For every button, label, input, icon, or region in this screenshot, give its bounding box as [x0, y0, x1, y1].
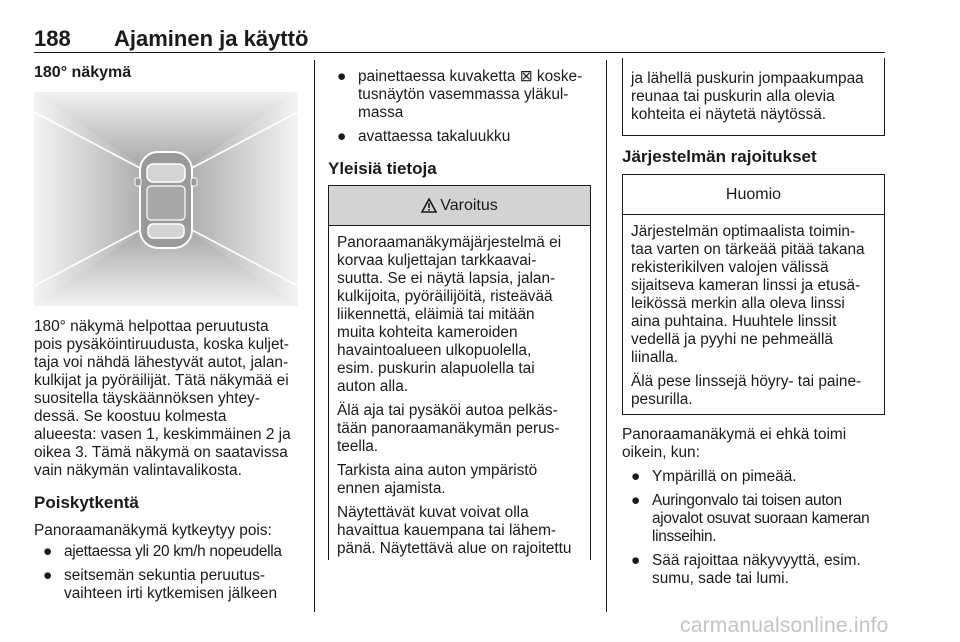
notice-paragraph: Älä pese linssejä höyry- tai paine- pesurilla.	[631, 373, 862, 408]
warning-paragraph: Älä aja tai pysäköi autoa pelkäs- tään panoraamanäkymän perus- teella.	[337, 402, 560, 455]
bullet-icon: ●	[43, 567, 53, 584]
limits-intro: Panoraamanäkymä ei ehkä toimi	[622, 426, 847, 443]
column-1	[34, 64, 304, 82]
list-item: ● avattaessa takaluukku	[337, 128, 511, 145]
warning-paragraph: ja lähellä puskurin jompaakumpaa reunaa tai puskurin alla olevia kohteita ei näytetä näytössä.	[631, 70, 864, 123]
column-3	[622, 148, 885, 166]
list-item: ● Auringonvalo tai toisen auton ajovalot osuvat suoraan kameran linsseihin.	[631, 492, 870, 545]
intro-line: oikea 3. Tämä näkymä on saatavissa	[34, 444, 288, 461]
warning-box	[328, 185, 591, 560]
warning-title: Varoitus	[440, 196, 498, 214]
warning-triangle-icon	[421, 198, 437, 213]
bullet-icon: ●	[337, 68, 347, 85]
warning-body	[329, 226, 590, 558]
bullet-icon: ●	[631, 468, 641, 485]
list-item: ● Sää rajoittaa näkyvyyttä, esim. sumu, sade tai lumi.	[631, 552, 861, 587]
header-rule	[34, 52, 885, 53]
intro-line: alueesta: vasen 1, keskimmäinen 2 ja	[34, 426, 291, 443]
parking-view-illustration	[34, 92, 298, 306]
intro-line: 180° näkymä helpottaa peruutusta	[34, 318, 269, 335]
list-item: ● ajettaessa yli 20 km/h nopeudella	[43, 543, 282, 560]
intro-line: dessä. Se koostuu kolmesta	[34, 408, 227, 425]
section-title-limitations: Järjestelmän rajoitukset	[622, 147, 817, 166]
section-title-general: Yleisiä tietoja	[328, 159, 437, 178]
column-3-text	[622, 426, 890, 588]
column-divider-2	[606, 60, 607, 612]
notice-header	[623, 175, 884, 215]
intro-line: pois pysäköintiruudusta, koska kuljet-	[34, 336, 289, 353]
notice-title: Huomio	[725, 185, 782, 203]
bullet-icon: ●	[43, 543, 52, 560]
column-2	[328, 68, 598, 178]
section-title-180-view: 180° näkymä	[34, 64, 132, 81]
list-item: ● seitsemän sekuntia peruutus- vaihteen irti kytkemisen jälkeen	[43, 567, 278, 602]
column-1-text	[34, 318, 306, 603]
page-number: 188	[34, 26, 71, 51]
intro-line: suositella täyskäännöksen yhtey-	[34, 390, 260, 407]
bullet-icon: ●	[631, 552, 641, 569]
warning-paragraph: Näytettävät kuvat voivat olla havaittua kauempana tai lähem- pänä. Näytettävä alue on rajoitettu	[337, 504, 572, 557]
notice-box	[622, 174, 885, 415]
subsection-title-deactivation: Poiskytkentä	[34, 493, 139, 512]
page-header	[34, 26, 884, 50]
list-item: ● Ympärillä on pimeää.	[631, 468, 797, 485]
bullet-icon: ●	[337, 128, 347, 145]
deactivation-intro: Panoraamanäkymä kytkeytyy pois:	[34, 522, 272, 539]
warning-paragraph: Panoraamanäkymäjärjestelmä ei korvaa kuljettajan tarkkaavai- suutta. Se ei näytä lapsia, jalan- kulkijoita, pyöräilijöitä, risteävää liikennettä, eläimiä tai mitään muita kohteita kameroiden havaintoalueen ulkopuolella, esim. puskurin alapuolella tai auton alla.	[337, 234, 562, 395]
warning-header	[329, 186, 590, 226]
notice-body	[623, 215, 884, 409]
intro-line: vain näkymän valintavalikosta.	[34, 462, 242, 479]
watermark: carmanualsonline.info	[680, 614, 889, 637]
warning-paragraph: Tarkista aina auton ympäristö ennen ajamista.	[337, 462, 538, 497]
intro-line: kulkijat ja pyöräilijät. Tätä näkymää ei	[34, 372, 289, 389]
limits-intro: oikein, kun:	[622, 444, 700, 461]
chapter-title: Ajaminen ja käyttö	[114, 26, 309, 51]
list-item: ● painettaessa kuvaketta ⊠ koske- tusnäytön vasemmassa yläkul- massa	[337, 68, 583, 121]
bullet-icon: ●	[631, 492, 640, 509]
warning-box-continued	[622, 58, 885, 136]
intro-line: taja voi nähdä lähestyvät autot, jalan-	[34, 354, 289, 371]
column-divider-1	[314, 60, 315, 612]
notice-paragraph: Järjestelmän optimaalista toimin- taa varten on tärkeää pitää takana rekisterikilven valojen välissä sijaitseva kameran linssi ja etusä- leikössä merkin alla oleva linssi aina puhtaina. Huuhtele linssit vedellä ja pyyhi ne pehmeällä liinalla.	[631, 223, 865, 366]
car-top-view	[135, 152, 197, 248]
